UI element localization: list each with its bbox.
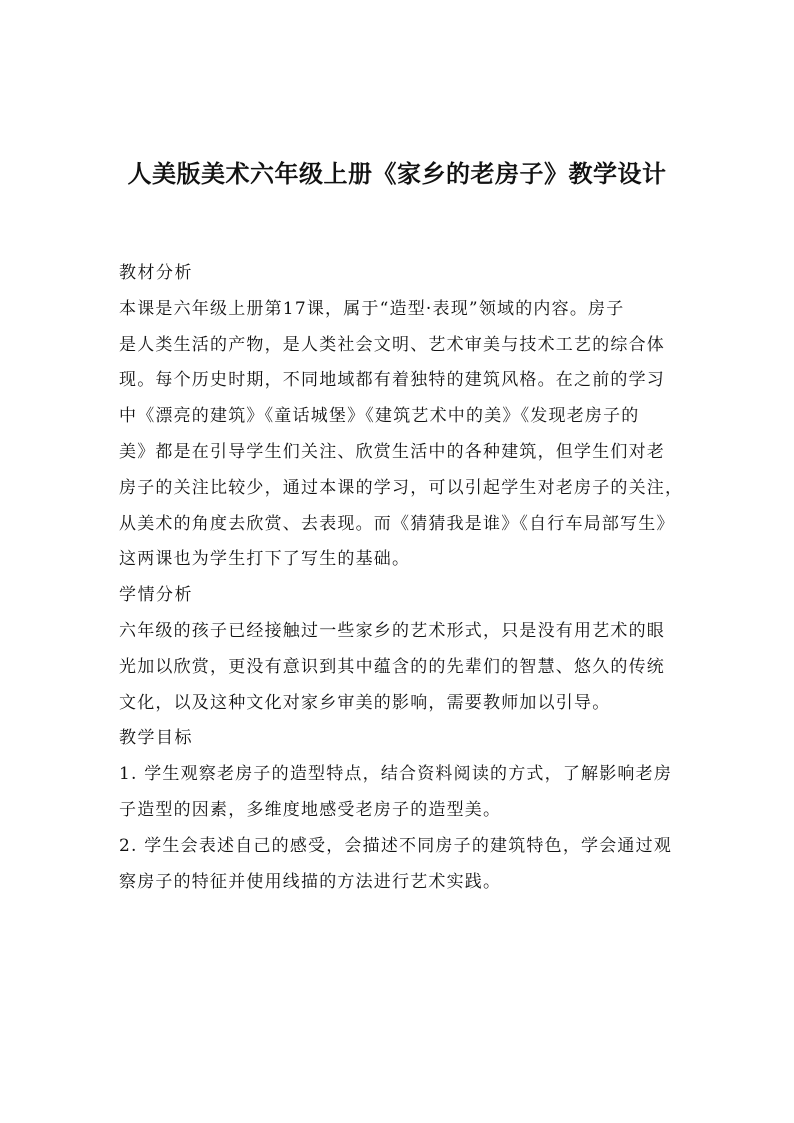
paragraph-line: 现。每个历史时期，不同地域都有着独特的建筑风格。在之前的学习 xyxy=(119,370,665,391)
paragraph-line: 从美术的角度去欣赏、去表现。而《猜猜我是谁》《自行车局部写生》 xyxy=(119,513,675,534)
document-body xyxy=(119,256,683,900)
paragraph-line: 美》都是在引导学生们关注、欣赏生活中的各种建筑，但学生们对老 xyxy=(119,441,665,462)
document-title: 人美版美术六年级上册《家乡的老房子》教学设计 xyxy=(127,160,667,188)
paragraph-line: 房子的关注比较少，通过本课的学习，可以引起学生对老房子的关注， xyxy=(119,477,684,498)
section-student-analysis xyxy=(119,578,683,721)
section-heading: 教材分析 xyxy=(119,263,193,283)
paragraph-line: 这两课也为学生打下了写生的基础。 xyxy=(119,549,411,570)
section-teaching-objectives xyxy=(119,721,683,900)
section-textbook-analysis xyxy=(119,256,683,578)
paragraph-line: 是人类生活的产物，是人类社会文明、艺术审美与技术工艺的综合体 xyxy=(119,334,665,355)
paragraph-line: 六年级的孩子已经接触过一些家乡的艺术形式，只是没有用艺术的眼 xyxy=(119,620,665,641)
paragraph-line: 本课是六年级上册第17课，属于“造型·表现”领域的内容。房子 xyxy=(119,298,625,319)
section-heading: 教学目标 xyxy=(119,728,193,749)
objective-line: 2. 学生会表述自己的感受，会描述不同房子的建筑特色，学会通过观 xyxy=(119,835,673,856)
paragraph-line: 文化，以及这种文化对家乡审美的影响，需要教师加以引导。 xyxy=(119,692,611,713)
objective-line: 察房子的特征并使用线描的方法进行艺术实践。 xyxy=(119,871,502,892)
objective-line: 子造型的因素，多维度地感受老房子的造型美。 xyxy=(119,799,502,820)
section-heading: 学情分析 xyxy=(119,585,193,606)
paragraph-line: 中《漂亮的建筑》《童话城堡》《建筑艺术中的美》《发现老房子的 xyxy=(119,406,640,427)
paragraph-line: 光加以欣赏，更没有意识到其中蕴含的的先辈们的智慧、悠久的传统 xyxy=(119,656,665,677)
objective-line: 1. 学生观察老房子的造型特点，结合资料阅读的方式，了解影响老房 xyxy=(119,764,673,785)
